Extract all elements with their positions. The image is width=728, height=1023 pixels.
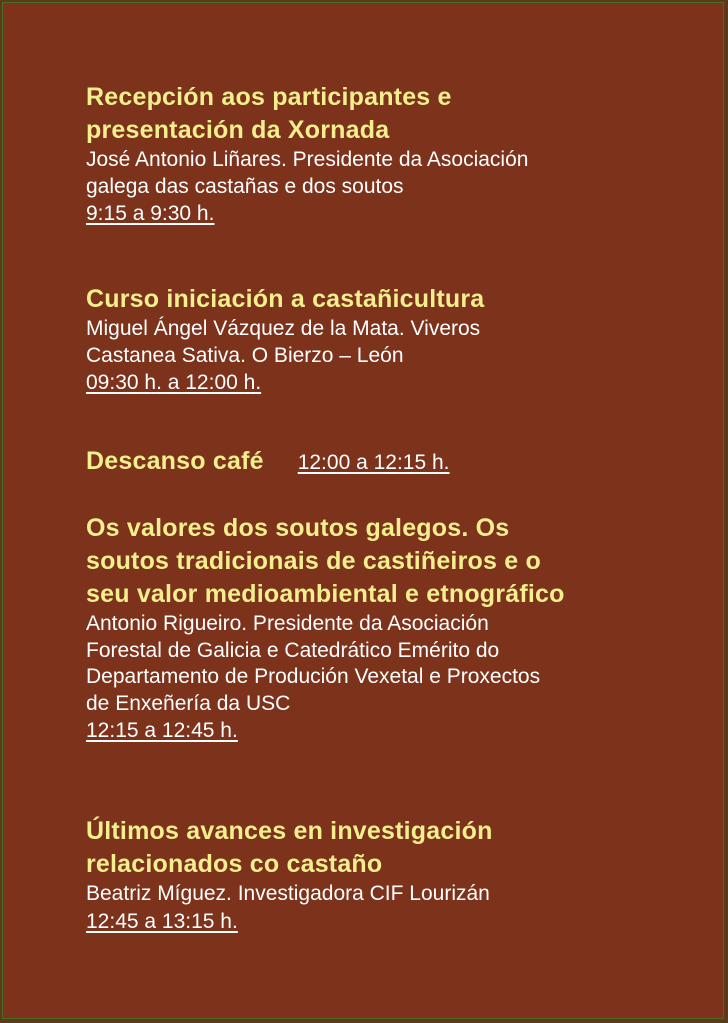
session-title: Descanso café — [86, 447, 264, 475]
session-soutos-values — [86, 512, 706, 745]
session-speaker-line: Departamento de Produción Vexetal e Proxectos — [86, 665, 541, 688]
session-speaker-line: Miguel Ángel Vázquez de la Mata. Viveros — [86, 317, 481, 340]
session-title-line: Curso iniciación a castañicultura — [86, 285, 485, 313]
session-coffee-break — [86, 445, 706, 478]
session-research-advances — [86, 815, 706, 936]
session-title-line: seu valor medioambiental e etnográfico — [86, 580, 565, 608]
session-time: 12:45 a 13:15 h. — [86, 909, 238, 933]
session-speaker-line: José Antonio Liñares. Presidente da Asociación — [86, 148, 529, 171]
session-title-line: relacionados co castaño — [86, 850, 383, 878]
session-speaker-line: galega das castañas e dos soutos — [86, 174, 404, 198]
session-speaker-line: Castanea Sativa. O Bierzo – León — [86, 343, 404, 367]
program-page — [2, 2, 724, 1019]
session-speaker-line: Beatriz Míguez. Investigadora CIF Lourizán — [86, 882, 490, 905]
session-speaker — [86, 881, 706, 908]
session-time: 12:15 a 12:45 h. — [86, 719, 238, 742]
session-speaker — [86, 147, 706, 200]
session-title — [86, 283, 706, 316]
session-title — [86, 815, 706, 881]
session-title-line: Últimos avances en investigación — [86, 817, 493, 845]
session-speaker-line: de Enxeñería da USC — [86, 691, 291, 715]
session-speaker-line: Antonio Rigueiro. Presidente da Asociación — [86, 612, 489, 635]
session-title-line: Os valores dos soutos galegos. Os — [86, 514, 510, 542]
session-time: 09:30 h. a 12:00 h. — [86, 371, 262, 394]
session-speaker — [86, 316, 706, 369]
session-title — [86, 81, 706, 147]
session-title-line: presentación da Xornada — [86, 116, 390, 144]
session-title — [86, 512, 706, 611]
session-speaker-line: Forestal de Galicia e Catedrático Emérito do — [86, 638, 500, 662]
session-reception — [86, 81, 706, 228]
session-title-line: soutos tradicionais de castiñeiros e o — [86, 547, 541, 575]
session-time: 9:15 a 9:30 h. — [86, 202, 215, 225]
session-title-line: Recepción aos participantes e — [86, 83, 452, 111]
session-speaker — [86, 611, 706, 717]
session-course — [86, 283, 706, 397]
session-time: 12:00 a 12:15 h. — [297, 451, 450, 474]
